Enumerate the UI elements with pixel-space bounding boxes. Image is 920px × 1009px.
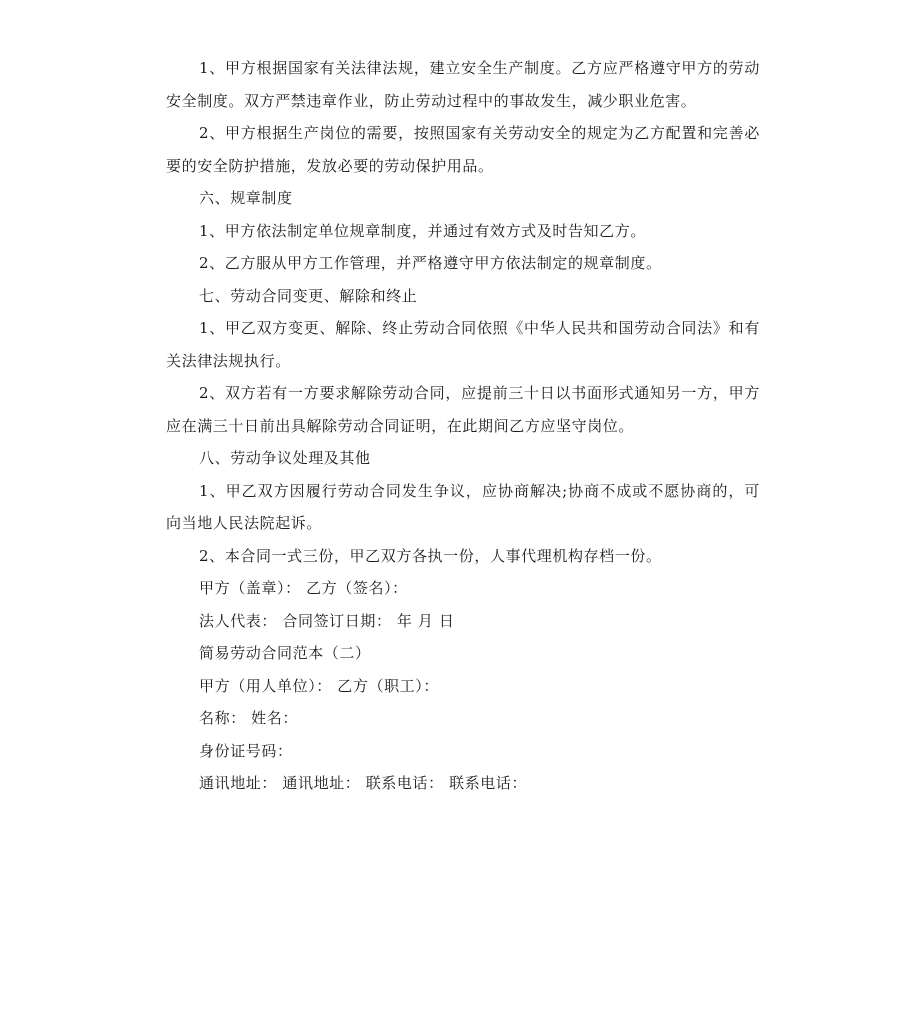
template-title: 简易劳动合同范本（二）: [199, 644, 371, 662]
section-heading-contract-change: 七、劳动合同变更、解除和终止: [199, 286, 418, 305]
paragraph-rules-2: 2、乙方服从甲方工作管理，并严格遵守甲方依法制定的规章制度。: [199, 254, 662, 272]
document-body: [166, 52, 760, 800]
signature-line: 甲方（盖章）： 乙方（签名）：: [199, 579, 408, 597]
parties-line: 甲方（用人单位）： 乙方（职工）：: [199, 676, 439, 695]
paragraph-rules-1: 1、甲方依法制定单位规章制度，并通过有效方式及时告知乙方。: [199, 221, 646, 240]
paragraph-change-1: 1、甲乙双方变更、解除、终止劳动合同依照《中华人民共和国劳动合同法》和有关法律法规执行。: [166, 319, 760, 370]
paragraph-disputes-2: 2、本合同一式三份，甲乙双方各执一份，人事代理机构存档一份。: [199, 546, 662, 565]
contact-line: 通讯地址： 通讯地址： 联系电话： 联系电话：: [199, 774, 528, 792]
name-line: 名称： 姓名：: [199, 709, 298, 727]
paragraph-safety-1: 1、甲方根据国家有关法律法规，建立安全生产制度。乙方应严格遵守甲方的劳动安全制度。双方严禁违章作业，防止劳动过程中的事故发生，减少职业危害。: [166, 59, 760, 110]
section-heading-disputes: 八、劳动争议处理及其他: [199, 449, 371, 467]
representative-date-line: 法人代表： 合同签订日期： 年 月 日: [199, 611, 455, 630]
paragraph-disputes-1: 1、甲乙双方因履行劳动合同发生争议，应协商解决;协商不成或不愿协商的，可向当地人民法院起诉。: [166, 481, 760, 532]
paragraph-change-2: 2、双方若有一方要求解除劳动合同，应提前三十日以书面形式通知另一方，甲方应在满三十日前出具解除劳动合同证明，在此期间乙方应坚守岗位。: [166, 384, 760, 435]
paragraph-safety-2: 2、甲方根据生产岗位的需要，按照国家有关劳动安全的规定为乙方配置和完善必要的安全防护措施，发放必要的劳动保护用品。: [166, 124, 760, 175]
section-heading-rules: 六、规章制度: [199, 189, 293, 207]
id-number-line: 身份证号码：: [199, 741, 293, 760]
